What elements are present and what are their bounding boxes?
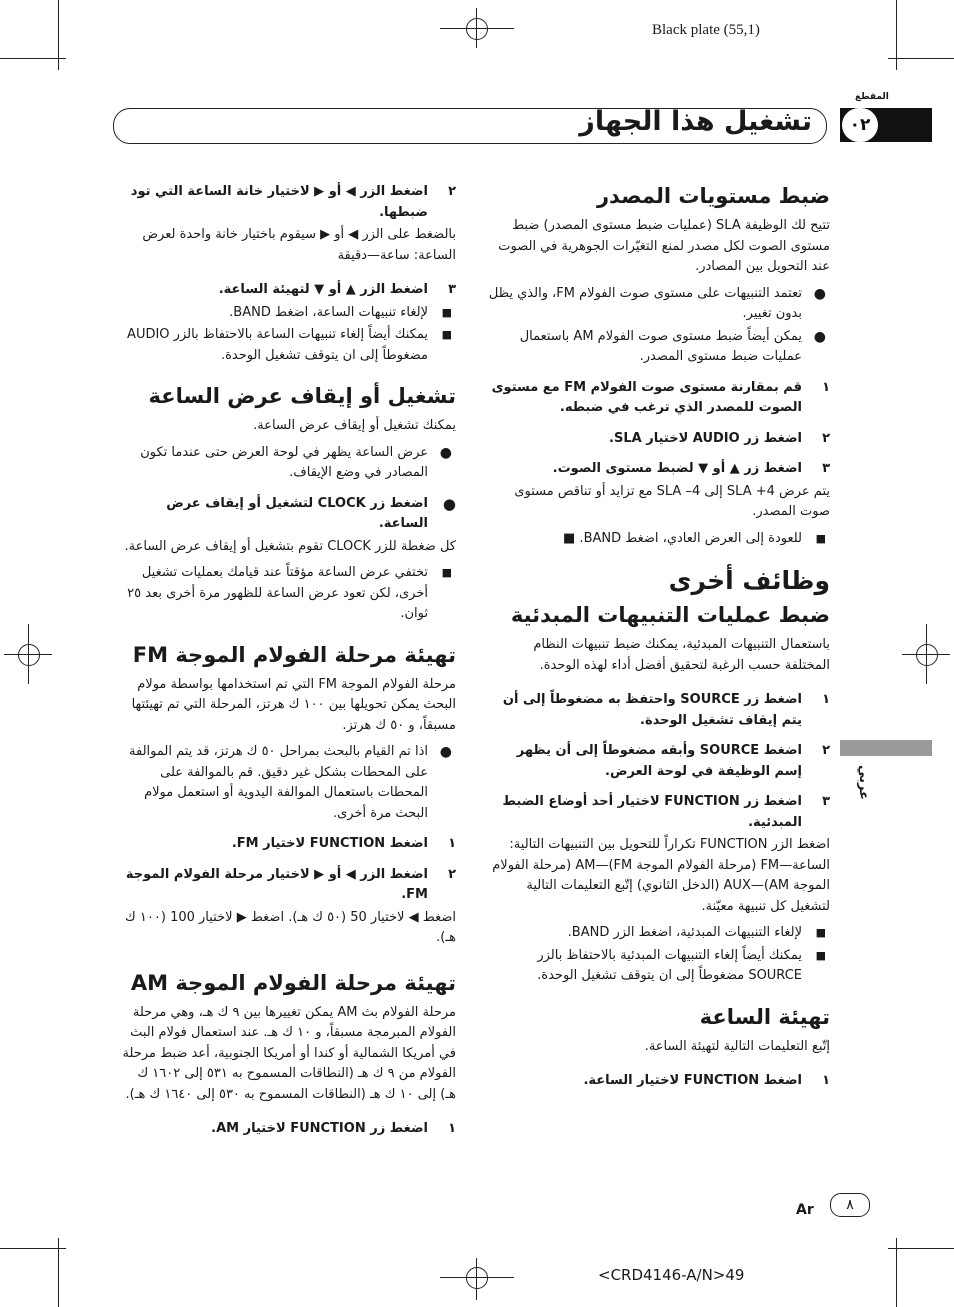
clock-step-bullet: ■ يمكنك أيضاً إلغاء تنبيهات الساعة بالاحتفاظ بالزر AUDIO مضغوطاً إلى ان يتوقف تشغيل الوحدة. [127,327,452,363]
page-title: تشغيل هذا الجهاز [579,106,812,137]
initial-settings-step: ١ اضغط زر SOURCE واحتفظ به مضغوطاً إلى أن يتم إيقاف تشغيل الوحدة. [502,692,830,728]
clock-step: ٣ اضغط الزر ▲ أو ▼ لتهيئة الساعة. [218,282,456,297]
fm-step-heading: تهيئة مرحلة الفولام الموجة FM [132,642,456,667]
registration-mark-bottom [466,1267,488,1289]
registration-mark-left [18,644,40,666]
sla-heading: ضبط مستويات المصدر [596,184,830,208]
fm-step-intro: مرحلة الفولام الموجة FM التي تم استخدامها بواسطة مولام البحث يمكن تحويلها بين ١٠٠ ك هرتز، المرحلة التي تم تهيئتها مسبقاً، و ٥٠ ك هرتز. [131,676,456,733]
clock-setting-intro: إتّبع التعليمات التالية لتهيئة الساعة. [644,1038,830,1054]
clock-display-step: ● اضغط زر CLOCK لتشغيل أو إيقاف عرض الساعة. [166,494,456,531]
document-code: <CRD4146-A/N>49 [598,1266,745,1284]
initial-settings-step: ٣ اضغط زر FUNCTION لاختيار أحد أوضاع الضبط المبدئية. [502,794,830,830]
section-number: ٠٢ [842,108,878,142]
language-side-tab [840,740,932,756]
sla-step: ٢ اضغط زر AUDIO لاختيار SLA. [609,430,830,446]
crop-mark-top-right-v [896,0,897,70]
language-code: Ar [796,1202,814,1218]
registration-line-bottom-h [440,1277,514,1278]
am-step-heading: تهيئة مرحلة الفولام الموجة AM [130,970,456,995]
clock-display-intro: يمكنك تشغيل أو إيقاف عرض الساعة. [253,418,456,433]
sla-intro: تتيح لك الوظيفة SLA (عمليات ضبط مستوى المصدر) ضبط مستوى الصوت لكل مصدر لمنع التغيّرات الجوهرية في الصوت عند التحويل بين المصادر. [498,218,830,274]
initial-settings-intro: باستعمال التنبيهات المبدئية، يمكنك ضبط تنبيهات النظام المختلفة حسب الرغبة لتحقيق أفضل أداء لهذه الوحدة. [533,637,830,673]
plate-label: Black plate (55,1) [652,22,760,38]
registration-line-top-v [476,8,477,48]
fm-step-note: اضغط ◀ لاختيار 50 (٥٠ ك هـ). اضغط ▶ لاختيار 100 (١٠٠ ك هـ). [125,909,456,945]
crop-mark-top-left-v [58,0,59,70]
fm-step-bullet: ● اذا تم القيام بالبحث بمراحل ٥٠ ك هرتز، قد يتم الموالفة على المحطات بشكل غير دقيق. قم بالموالفة على المحطات باستعمال الموالفة اليدوية أو استعمل مولام البحث مرة أخرى. [129,744,452,821]
fm-step-step: ١ اضغط FUNCTION لاختيار FM. [231,836,456,851]
page-number-badge: ٨ [830,1193,870,1217]
initial-settings-bullet: ■ يمكنك أيضاً إلغاء التنبيهات المبدئية بالاحتفاظ بالزر SOURCE مضغوطاً إلى ان يتوقف تشغيل الوحدة. [537,947,826,983]
fm-step-step: ٢ اضغط الزر ◀ أو ▶ لاختيار مرحلة الفولام الموجة FM. [125,866,456,902]
clock-display-bullet: ● عرض الساعة يظهر في لوحة العرض حتى عندما تكون المصادر في وضع الإيقاف. [140,444,452,480]
registration-line-bottom-v [476,1258,477,1300]
section-label: المقطع [855,92,889,102]
registration-line-left-v [28,624,29,684]
registration-line-top-h [440,28,514,29]
sla-step-bullet: ■ للعودة إلى العرض العادي، اضغط BAND. ■ [563,530,826,546]
clock-step-note: بالضغط على الزر ◀ أو ▶ سيقوم باختيار خانة واحدة لعرض الساعة: ساعة—دقيقة [142,227,456,263]
sla-step: ٣ اضغط زر ▲ أو ▼ لضبط مستوى الصوت. [552,461,830,476]
sla-step: ١ قم بمقارنة مستوى صوت الفولام FM مع مستوى الصوت للمصدر الذي ترغب في ضبطه. [491,379,830,415]
clock-setting-step: ١ اضغط FUNCTION لاختيار الساعة. [583,1073,830,1088]
crop-mark-bottom-right-h [888,1248,954,1249]
clock-display-heading: تشغيل أو إيقاف عرض الساعة [148,384,456,408]
clock-display-step-bullet: ■ تختفي عرض الساعة مؤقتاً عند قيامك بعمليات تشغيل أخرى، لكن تعود عرض الساعة للظهور مرة أخرى بعد ٢٥ ثوان. [127,565,452,621]
crop-mark-bottom-left-h [0,1248,66,1249]
clock-display-step-note: كل ضغطة للزر CLOCK تقوم بتشغيل أو إيقاف عرض الساعة. [124,538,456,554]
initial-settings-step-note: اضغط الزر FUNCTION تكراراً للتحويل بين التنبيهات التالية: الساعة—FM (مرحلة الفولام الموجة FM)—AM (مرحلة الفولام الموجة AM)—AUX (الدخل الثانوي) إتّبع التعليمات التالية لتشغيل كل تنبيهة معيّنة. [492,837,830,914]
clock-setting-heading: تهيئة الساعة [699,1004,830,1029]
sla-bullet: ● تعتمد التنبيهات على مستوى صوت الفولام FM، والذي يظل بدون تغيير. [488,285,826,321]
am-step-step: ١ اضغط زر FUNCTION لاختيار AM. [211,1121,456,1136]
registration-mark-right [916,644,938,666]
am-step-intro: مرحلة الفولام بث AM يمكن تغييرها بين ٩ ك هـ، وهي مرحلة الفولام المبرمجة مسبقاً، و ١٠ ك هـ. عند استعمال فولام البث في أمريكا الشمالية أو كندا أو أمريكا الجنوبية، أعد ضبط مرحلة الفولام من ٩ ك هـ (النطاقات المسموح به ٥٣١ إلى ١٦٠٢ ك هـ) إلى ١٠ ك هـ (النطاقات المسموح به ٥٣٠ إلى ١٦٤٠ ك هـ). [122,1004,456,1102]
clock-step-bullet: ■ لإلغاء تنبيهات الساعة، اضغط BAND. [229,304,452,320]
sla-step-note: يتم عرض SLA +4 إلى SLA –4 مع تزايد أو تناقص مستوى صوت المصدر. [514,483,830,519]
left-column [118,182,456,1142]
crop-mark-top-left-h [0,58,66,59]
other-functions-heading: وظائف أخرى [668,566,830,595]
initial-settings-step: ٢ اضغط SOURCE وأبقه مضغوطاً إلى أن يظهر إسم الوظيفة في لوحة العرض. [516,743,830,779]
initial-settings-heading: ضبط عمليات التنبيهات المبدئية [510,603,830,627]
sla-bullet: ● يمكن أيضاً ضبط مستوى صوت الفولام AM باستعمال عمليات ضبط مستوى المصدر. [519,328,826,364]
crop-mark-top-right-h [888,58,954,59]
language-side-label: عربي [856,764,871,800]
clock-step: ٢ اضغط الزر ◀ أو ▶ لاختيار خانة الساعة التي تود ضبطها. [130,184,456,220]
right-column [486,182,830,1094]
initial-settings-bullet: ■ لإلغاء التنبيهات المبدئية، اضغط الزر BAND. [567,925,826,940]
registration-line-right-v [926,624,927,684]
registration-mark-top [466,18,488,40]
